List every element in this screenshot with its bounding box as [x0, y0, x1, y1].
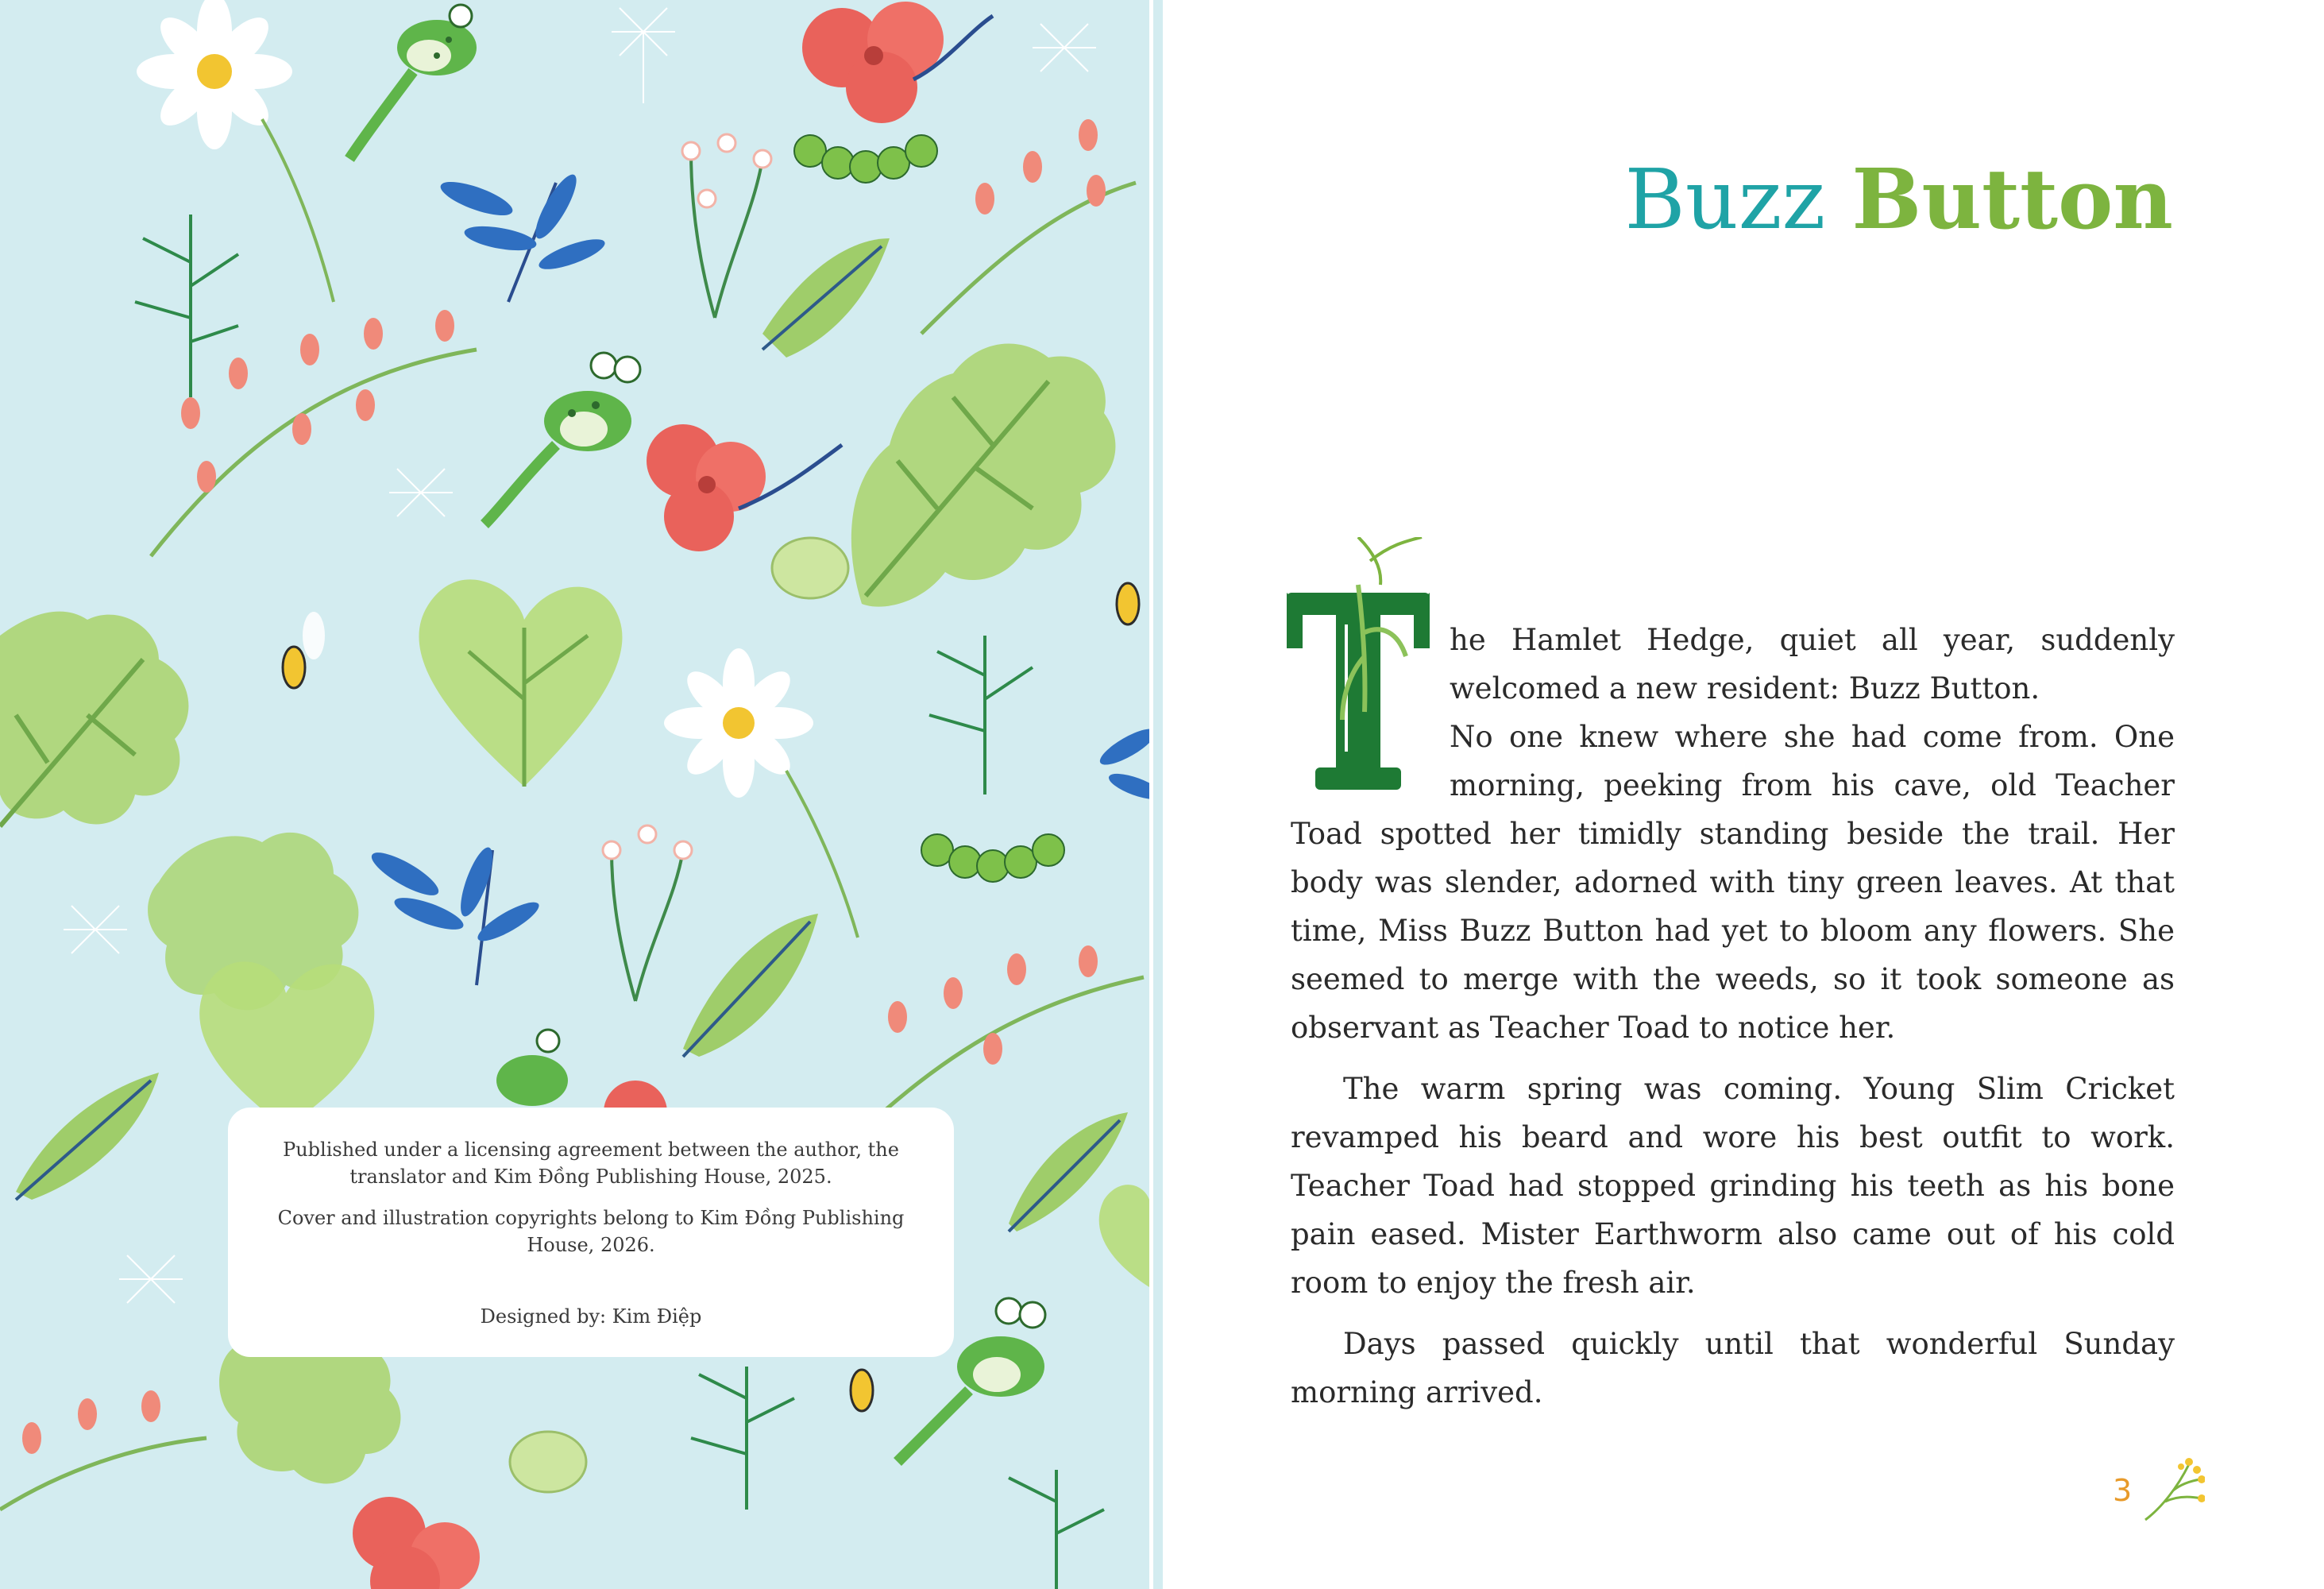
right-page	[1163, 0, 2324, 1589]
paragraph-2: No one knew where she had come from. One morning, peeking from his cave, old Teacher Toad spotted her timidly standing beside the trail. Her body was slender, adorned with tiny green leaves. At that time, Miss Buzz Button had yet to bloom any flowers. She seemed to merge with the weeds, so it took someone as observant as Teacher Toad to notice her.	[1291, 720, 2175, 1045]
bee-icon	[1117, 583, 1139, 624]
credits-box	[228, 1108, 954, 1357]
snail-icon	[772, 538, 848, 598]
chapter-title-first-word: Buzz	[1624, 151, 1826, 248]
paragraph-3: The warm spring was coming. Young Slim Cricket revamped his beard and wore his best outfit to work. Teacher Toad had stopped grinding his teeth as his bone pain eased. Mister Earthworm also came out of his cold room to enjoy the fresh air.	[1291, 1072, 2175, 1300]
chapter-title-second-word: Button	[1851, 150, 2173, 248]
page-number: 3	[2113, 1473, 2133, 1508]
story-text	[1291, 616, 2175, 1417]
paragraph-1: he Hamlet Hedge, quiet all year, suddenly welcomed a new resident: Buzz Button.	[1450, 623, 2175, 706]
left-page	[0, 0, 1149, 1589]
flower-sprig-icon	[2141, 1452, 2205, 1524]
bee-icon	[851, 1370, 873, 1411]
dropcap-space	[1291, 616, 1450, 798]
licensing-note: Published under a licensing agreement between the author, the translator and Kim Đồng Publishing House, 2025.	[283, 1139, 899, 1188]
page-edge-strip	[1153, 0, 1163, 1589]
designer-credit: Designed by: Kim Điệp	[480, 1305, 702, 1328]
chapter-title	[1624, 148, 2173, 251]
snail-icon	[510, 1432, 586, 1492]
copyright-note: Cover and illustration copyrights belong to Kim Đồng Publishing House, 2026.	[277, 1207, 905, 1256]
paragraph-4: Days passed quickly until that wonderful Sunday morning arrived.	[1291, 1327, 2175, 1409]
